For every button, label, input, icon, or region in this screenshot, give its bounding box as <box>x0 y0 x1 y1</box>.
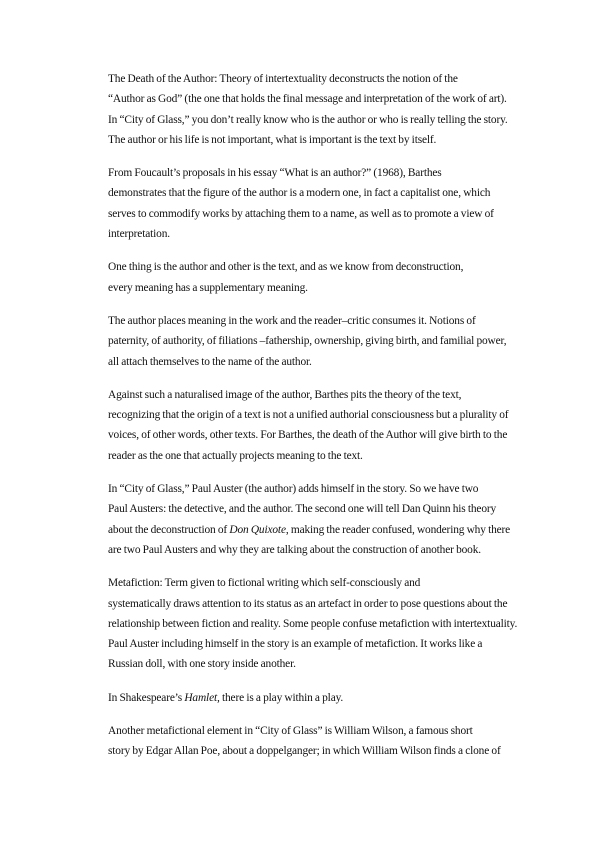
text-line: recognizing that the origin of a text is not a unified authorial consciousness but a plurality of <box>108 409 509 422</box>
text-line: all attach themselves to the name of the author. <box>108 355 312 368</box>
text-segment: , making the reader confused, wondering why there <box>285 523 511 536</box>
text-line: One thing is the author and other is the text, and as we know from deconstruction, <box>108 261 464 274</box>
text-line: paternity, of authority, of filiations –fathership, ownership, giving birth, and familial power, <box>108 335 507 348</box>
text-line: interpretation. <box>108 228 170 241</box>
text-line: In “City of Glass,” Paul Auster (the author) adds himself in the story. So we have two <box>108 483 479 496</box>
text-line <box>72 520 530 540</box>
paragraph-hamlet <box>72 688 530 708</box>
text-line: From Foucault’s proposals in his essay “What is an author?” (1968), Barthes <box>108 167 442 180</box>
text-segment: In Shakespeare’s <box>108 691 185 704</box>
paragraph-paul-auster <box>72 479 530 560</box>
text-line: systematically draws attention to its status as an artefact in order to pose questions about the <box>108 597 508 610</box>
text-line: every meaning has a supplementary meaning. <box>108 281 308 294</box>
document-body <box>72 69 530 762</box>
text-line: Another metafictional element in “City of Glass” is William Wilson, a famous short <box>108 725 473 738</box>
paragraph-barthes-theory <box>72 385 530 466</box>
text-line: “Author as God” (the one that holds the final message and interpretation of the work of art). <box>108 93 507 106</box>
paragraph-metafiction <box>72 573 530 674</box>
text-line: story by Edgar Allan Poe, about a doppelganger; in which William Wilson finds a clone of <box>108 745 501 758</box>
text-line: demonstrates that the figure of the author is a modern one, in fact a capitalist one, which <box>108 187 491 200</box>
text-line: reader as the one that actually projects meaning to the text. <box>108 449 363 462</box>
play-title: Hamlet, <box>184 691 220 704</box>
text-line: The author or his life is not important, what is important is the text by itself. <box>108 133 437 146</box>
text-line: Russian doll, with one story inside another. <box>108 658 296 671</box>
text-line <box>72 688 530 708</box>
paragraph-death-of-author <box>72 69 530 150</box>
text-line: serves to commodify works by attaching them to a name, as well as to promote a view of <box>108 207 494 220</box>
paragraph-author-and-text <box>72 257 530 298</box>
text-line: The author places meaning in the work and the reader–critic consumes it. Notions of <box>108 314 476 327</box>
book-title: Don Quixote <box>229 523 286 536</box>
text-line: In “City of Glass,” you don’t really know who is the author or who is really telling the story. <box>108 113 508 126</box>
paragraph-foucault <box>72 163 530 244</box>
text-line: are two Paul Austers and why they are talking about the construction of another book. <box>108 543 481 556</box>
text-line: Paul Austers: the detective, and the author. The second one will tell Dan Quinn his theory <box>108 503 497 516</box>
text-line: Paul Auster including himself in the story is an example of metafiction. It works like a <box>108 638 483 651</box>
text-line: Metafiction: Term given to fictional writing which self-consciously and <box>108 577 421 590</box>
text-line: The Death of the Author: Theory of intertextuality deconstructs the notion of the <box>108 73 458 85</box>
text-line: voices, of other words, other texts. For Barthes, the death of the Author will give birth to the <box>108 429 508 442</box>
paragraph-william-wilson <box>72 721 530 762</box>
text-line: relationship between fiction and reality. Some people confuse metafiction with intertextuality. <box>108 617 518 630</box>
text-line: Against such a naturalised image of the author, Barthes pits the theory of the text, <box>108 388 462 401</box>
text-segment: about the deconstruction of <box>108 523 230 536</box>
text-segment: there is a play within a play. <box>219 691 344 704</box>
paragraph-author-places-meaning <box>72 311 530 372</box>
